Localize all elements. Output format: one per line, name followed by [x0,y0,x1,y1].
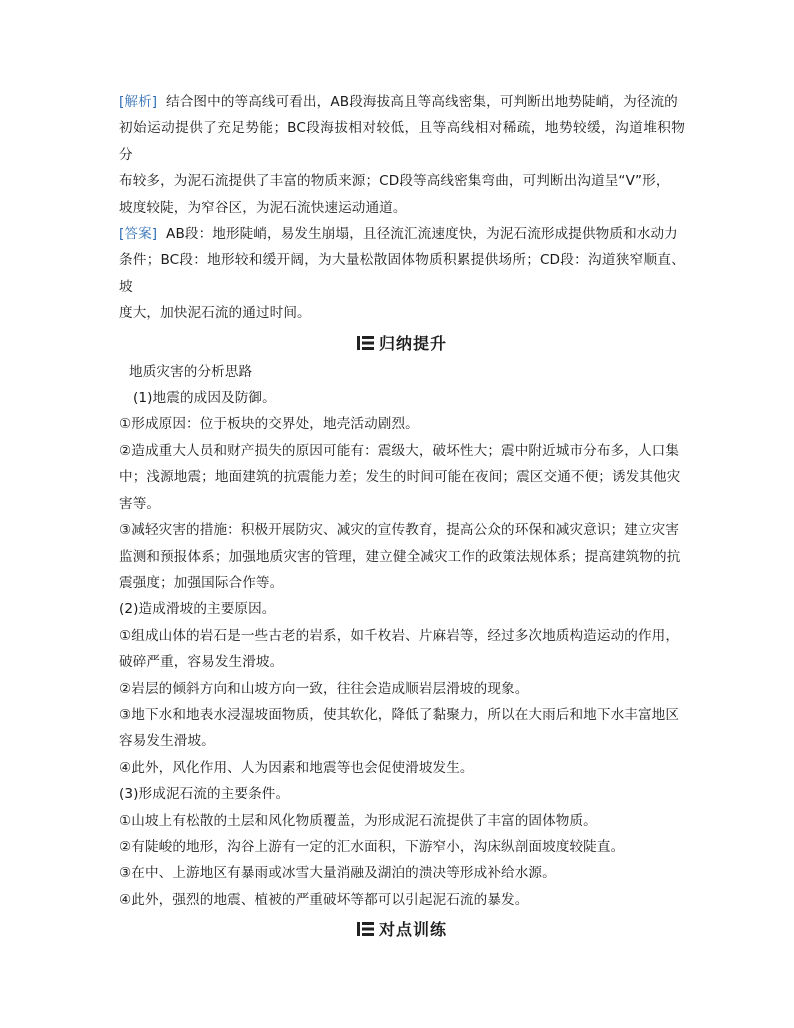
section-title: 对点训练 [378,920,447,940]
text-line: 容易发生滑坡。 [119,733,215,750]
list-item [119,702,685,755]
answer-line: 度大，加快泥石流的通过时间。 [119,305,311,322]
section-heading-summary [119,329,685,359]
list-item [119,623,685,676]
text-line: 震强度；加强国际合作等。 [119,574,284,591]
list-item [119,676,685,702]
list-item [119,411,685,437]
list-item [119,887,685,913]
text-line: ①形成原因：位于板块的交界处，地壳活动剧烈。 [119,416,419,433]
block-heading: (2)造成滑坡的主要原因。 [119,601,276,618]
answer-line: 条件；BC段：地形较和缓开阔，为大量松散固体物质积累提供场所；CD段：沟道狭窄顺直、坡 [119,252,685,295]
list-bars-icon [357,330,374,344]
analysis-paragraph [119,89,685,221]
summary-title: 地质灾害的分析思路 [129,363,253,380]
analysis-tag: [解析] [119,94,158,110]
text-line: ①组成山体的岩石是一些古老的岩系，如千枚岩、片麻岩等，经过多次地质构造运动的作用， [119,627,680,644]
text-line: ③在中、上游地区有暴雨或冰雪大量消融及湖泊的溃决等形成补给水源。 [119,865,556,882]
section-heading-practice [119,915,685,945]
text-line: 监测和预报体系；加强地质灾害的管理，建立健全减灾工作的政策法规体系；提高建筑物的抗 [119,548,681,565]
block-heading: (3)形成泥石流的主要条件。 [119,786,290,803]
text-line: ②造成重大人员和财产损失的原因可能有：震级大，破坏性大；震中附近城市分布多，人口集 [119,442,680,459]
analysis-line: 布较多，为泥石流提供了丰富的物质来源；CD段等高线密集弯曲，可判断出沟道呈“V”形， [119,173,670,190]
answer-paragraph [119,221,685,327]
list-item [119,834,685,860]
list-bars-icon [357,916,374,930]
text-line: ④此外，强烈的地震、植被的严重破坏等都可以引起泥石流的暴发。 [119,891,529,908]
answer-tag: [答案] [119,226,158,243]
section-title: 归纳提升 [378,333,447,353]
analysis-line: 初始运动提供了充足势能；BC段海拔相对较低，且等高线相对稀疏，地势较缓，沟道堆积物分 [119,120,685,163]
list-item [119,438,685,517]
analysis-line: 结合图中的等高线可看出，AB段海拔高且等高线密集，可判断出地势陡峭，为径流的 [166,94,678,110]
text-line: 破碎严重，容易发生滑坡。 [119,654,284,671]
list-item [119,860,685,886]
list-item [119,517,685,596]
text-line: ④此外，风化作用、人为因素和地震等也会促使滑坡发生。 [119,759,474,776]
text-line: 害等。 [119,495,161,512]
text-line: ①山坡上有松散的土层和风化物质覆盖，为形成泥石流提供了丰富的固体物质。 [119,812,597,829]
text-line: ②岩层的倾斜方向和山坡方向一致，往往会造成顺岩层滑坡的现象。 [119,680,529,697]
list-item [119,755,685,781]
text-line: 中；浅源地震；地面建筑的抗震能力差；发生的时间可能在夜间；震区交通不便；诱发其他灾 [119,469,681,486]
document-page [119,89,685,945]
text-line: ③减轻灾害的措施：积极开展防灾、减灾的宣传教育，提高公众的环保和减灾意识；建立灾害 [119,522,680,539]
answer-line: AB段：地形陡峭，易发生崩塌，且径流汇流速度快，为泥石流形成提供物质和水动力 [166,226,678,243]
text-line: ③地下水和地表水浸湿坡面物质，使其软化，降低了黏聚力，所以在大雨后和地下水丰富地区 [119,706,680,723]
text-line: ②有陡峻的地形，沟谷上游有一定的汇水面积，下游窄小，沟床纵剖面坡度较陡直。 [119,838,625,855]
block-heading: (1)地震的成因及防御。 [133,390,276,407]
analysis-line: 坡度较陡，为窄谷区，为泥石流快速运动通道。 [119,199,407,216]
list-item [119,808,685,834]
